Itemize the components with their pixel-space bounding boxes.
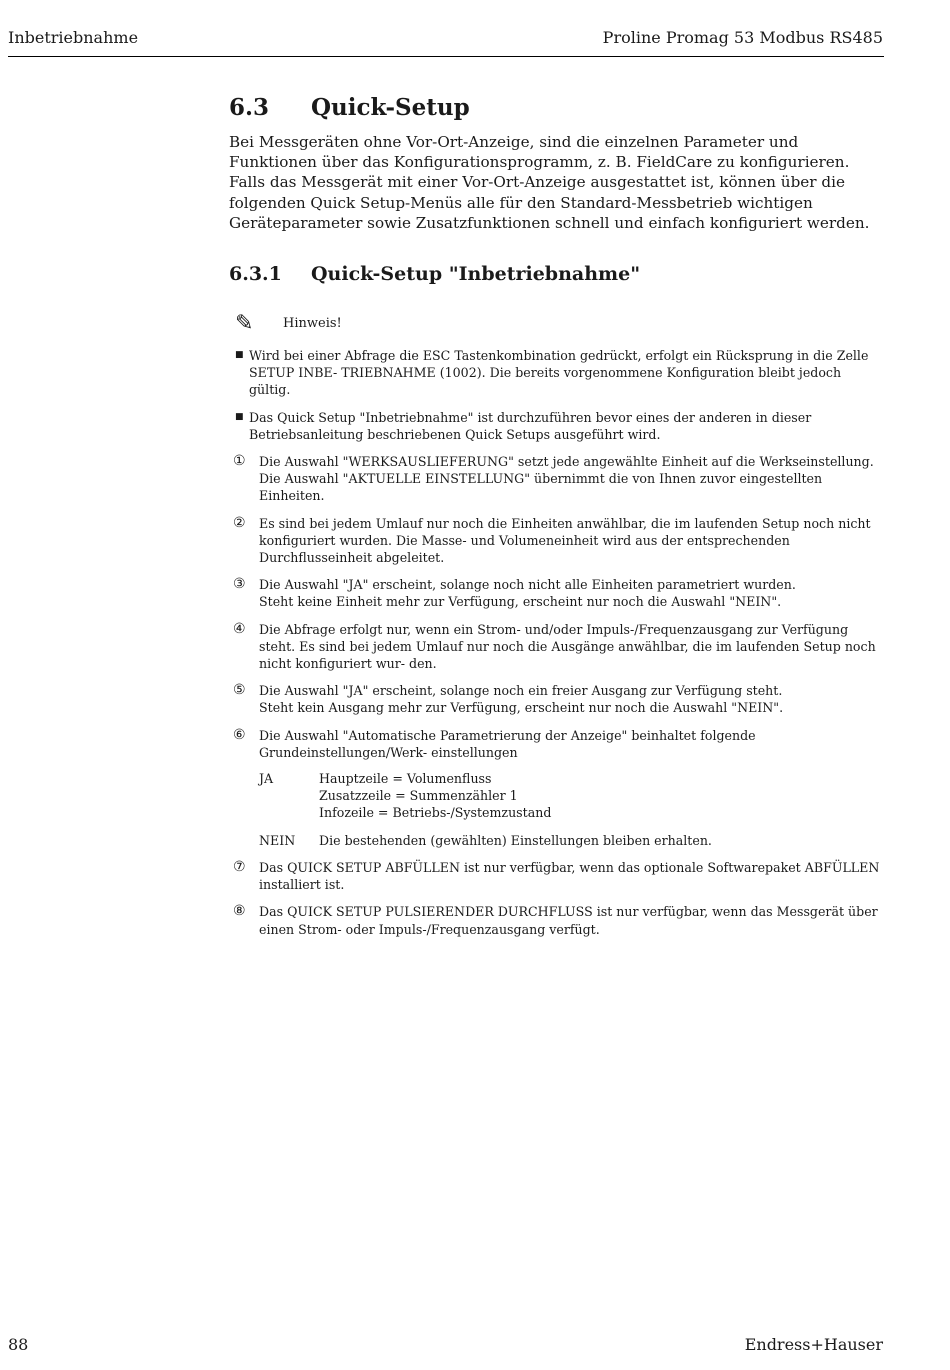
footnote-item xyxy=(229,576,884,610)
definition-desc: Hauptzeile = Volumenfluss Zusatzzeile = Summenzähler 1 Infozeile = Betriebs-/Systemzustand xyxy=(319,771,552,821)
pencil-icon: ✎ xyxy=(235,310,254,336)
footnote-marker: ⑦ xyxy=(233,858,246,875)
footnote-item xyxy=(229,727,884,849)
running-header-left: Inbetriebnahme xyxy=(8,28,139,47)
bullet-square-icon: ■ xyxy=(235,350,244,361)
footnote-marker: ⑥ xyxy=(233,726,246,743)
page-number: 88 xyxy=(8,1335,29,1354)
footnote-marker: ⑧ xyxy=(233,903,246,920)
note-label: Hinweis! xyxy=(283,315,342,331)
intro-paragraph xyxy=(229,132,884,233)
footnote-marker: ① xyxy=(233,453,246,470)
note-box xyxy=(235,309,884,337)
bullet-text: Das Quick Setup "Inbetriebnahme" ist durchzuführen bevor eines der anderen in dieser Betriebsanleitung beschriebenen Quick Setups ausgeführt wird. xyxy=(249,409,812,442)
subsection-number: 6.3.1 xyxy=(229,263,282,286)
footnote-marker: ③ xyxy=(233,576,246,593)
subsection-heading xyxy=(229,259,884,289)
footnote-item xyxy=(229,621,884,673)
intro-line-1: Bei Messgeräten ohne Vor-Ort-Anzeige, sind die einzelnen Parameter und Funktionen über das Konfigurationsprogramm, z. B. FieldCare zu konfigurieren. xyxy=(229,133,850,172)
footnote-text: Die Auswahl "JA" erscheint, solange noch ein freier Ausgang zur Verfügung steht. Steht kein Ausgang mehr zur Verfügung, erscheint nur noch die Auswahl "NEIN". xyxy=(259,683,784,716)
definition-table xyxy=(259,770,884,849)
section-number: 6.3 xyxy=(229,93,270,121)
footnote-text: Das QUICK SETUP ABFÜLLEN ist nur verfügbar, wenn das optionale Softwarepaket ABFÜLLEN installiert ist. xyxy=(259,859,880,893)
list-item xyxy=(229,347,884,399)
bullet-list xyxy=(229,347,884,443)
footnote-text: Die Auswahl "JA" erscheint, solange noch nicht alle Einheiten parametriert wurden. Steht keine Einheit mehr zur Verfügung, erscheint nur noch die Auswahl "NEIN". xyxy=(259,577,796,610)
footnote-body xyxy=(259,727,884,849)
definition-row xyxy=(259,770,884,822)
footnote-item xyxy=(229,903,884,937)
footer-brand: Endress+Hauser xyxy=(744,1335,883,1354)
bullet-text: Wird bei einer Abfrage die ESC Tastenkombination gedrückt, erfolgt ein Rücksprung in die Zelle SETUP INBE- TRIEBNAHME (1002). Die bereits vorgenommene Konfiguration bleibt jedoch gültig. xyxy=(249,348,869,398)
bullet-square-icon: ■ xyxy=(235,411,244,422)
footnote-item xyxy=(229,859,884,893)
header-rule xyxy=(8,56,884,57)
section-heading xyxy=(229,90,884,124)
footnote-item xyxy=(229,682,884,716)
footnote-text: Es sind bei jedem Umlauf nur noch die Einheiten anwählbar, die im laufenden Setup noch nicht konfiguriert wurden. Die Masse- und Volumeneinheit wird aus der entsprechenden Durchflusseinheit abgeleitet. xyxy=(259,515,871,566)
footnote-marker: ② xyxy=(233,514,246,531)
footnote-marker: ④ xyxy=(233,620,246,637)
footnote-text: Die Abfrage erfolgt nur, wenn ein Strom- und/oder Impuls-/Frequenzausgang zur Verfügung steht. Es sind bei jedem Umlauf nur noch die Ausgänge anwählbar, die im laufenden Setup noch nicht konfiguriert wur- den. xyxy=(259,621,876,672)
running-header-right: Proline Promag 53 Modbus RS485 xyxy=(602,28,883,47)
footnote-marker: ⑤ xyxy=(233,682,246,699)
page-content xyxy=(229,90,884,948)
section-title: Quick-Setup xyxy=(311,93,470,121)
footnote-text: Die Auswahl "Automatische Parametrierung der Anzeige" beinhaltet folgende Grundeinstellungen/Werk- einstellungen xyxy=(259,727,756,760)
footnote-text: Die Auswahl "WERKSAUSLIEFERUNG" setzt jede angewählte Einheit auf die Werkseinstellung. Die Auswahl "AKTUELLE EINSTELLUNG" übernimmt die von Ihnen zuvor eingestellten Einheiten. xyxy=(259,454,874,504)
definition-term: NEIN xyxy=(259,832,296,848)
footnote-item xyxy=(229,515,884,567)
footnote-item xyxy=(229,453,884,505)
intro-line-2: Falls das Messgerät mit einer Vor-Ort-Anzeige ausgestattet ist, können über die folgenden Quick Setup-Menüs alle für den Standard-Messbetrieb wichtigen Geräteparameter sowie Zusatzfunktionen schnell und einfach konfiguriert werden. xyxy=(229,173,870,232)
footnote-list xyxy=(229,453,884,938)
footnote-text: Das QUICK SETUP PULSIERENDER DURCHFLUSS ist nur verfügbar, wenn das Messgerät über einen Strom- oder Impuls-/Frequenzausgang verfügt. xyxy=(259,904,878,937)
list-item xyxy=(229,409,884,443)
definition-term: JA xyxy=(259,771,274,787)
definition-row xyxy=(259,832,884,849)
definition-desc: Die bestehenden (gewählten) Einstellungen bleiben erhalten. xyxy=(319,832,712,848)
subsection-title: Quick-Setup "Inbetriebnahme" xyxy=(311,263,641,286)
